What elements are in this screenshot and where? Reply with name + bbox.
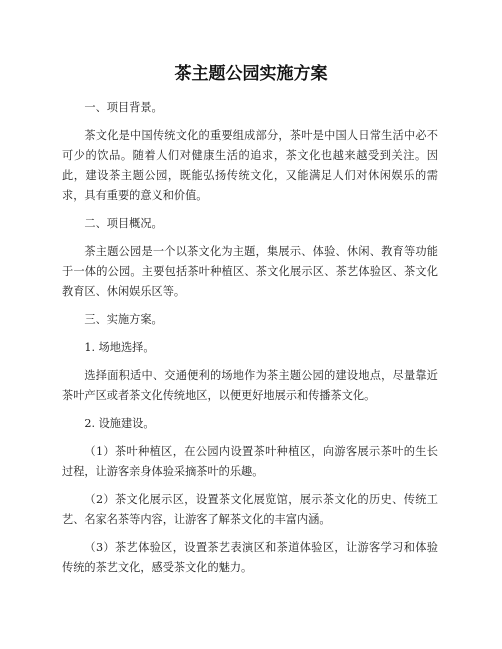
section-heading-background: 一、项目背景。 [84, 101, 163, 114]
subheading-site-selection: 1. 场地选择。 [84, 341, 155, 354]
paragraph-tea-planting-area: （1）茶叶种植区，在公园内设置茶叶种植区，向游客展示茶叶的生长过程，让游客亲身体验采摘茶叶的乐趣。 [62, 445, 438, 478]
paragraph-tea-art-experience: （3）茶艺体验区，设置茶艺表演区和茶道体验区，让游客学习和体验传统的茶艺文化，感受茶文化的魅力。 [62, 541, 438, 574]
paragraph-site-selection: 选择面积适中、交通便利的场地作为茶主题公园的建设地点，尽量靠近茶叶产区或者茶文化传统地区，以便更好地展示和传播茶文化。 [62, 369, 438, 402]
document-body [62, 98, 438, 586]
paragraph-tea-culture-exhibition: （2）茶文化展示区，设置茶文化展览馆，展示茶文化的历史、传统工艺、名家名茶等内容，让游客了解茶文化的丰富内涵。 [62, 493, 438, 526]
paragraph-background: 茶文化是中国传统文化的重要组成部分，茶叶是中国人日常生活中必不可少的饮品。随着人们对健康生活的追求，茶文化也越来越受到关注。因此，建设茶主题公园，既能弘扬传统文化，又能满足人们对休闲娱乐的需求，具有重要的意义和价值。 [62, 129, 438, 202]
paragraph-overview: 茶主题公园是一个以茶文化为主题，集展示、体验、休闲、教育等功能于一体的公园。主要包括茶叶种植区、茶文化展示区、茶艺体验区、茶文化教育区、休闲娱乐区等。 [62, 245, 438, 298]
section-heading-overview: 二、项目概况。 [84, 217, 163, 230]
page-title: 茶主题公园实施方案 [174, 64, 328, 84]
subheading-facilities: 2. 设施建设。 [84, 417, 155, 430]
section-heading-plan: 三、实施方案。 [84, 313, 163, 326]
